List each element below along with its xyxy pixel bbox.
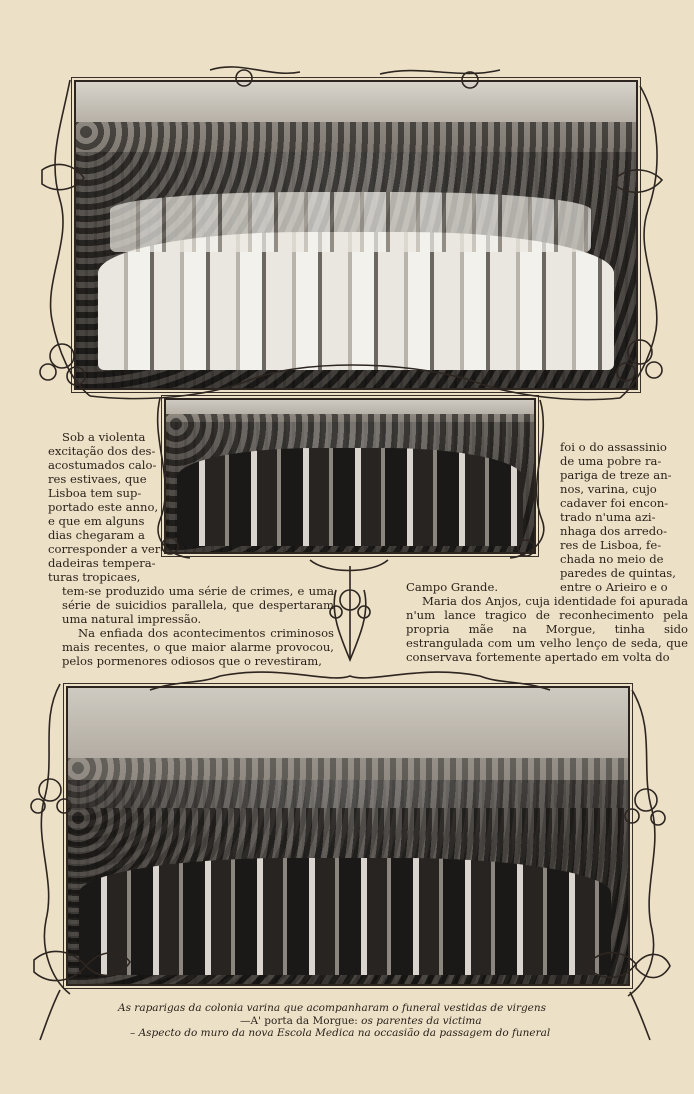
- text-line: corresponder a ver-: [48, 542, 165, 556]
- left-column-narrow: [48, 430, 165, 584]
- text-line: turas tropicaes,: [48, 570, 141, 584]
- text-line: paredes de quintas,: [560, 566, 676, 580]
- text-line: pariga de treze an-: [560, 468, 672, 482]
- paragraph-1-rest: tem-se produzido uma série de crimes, e uma série de suicidios parallela, que despertaram uma natural impressão.: [62, 584, 334, 626]
- text-line: entre o Arieiro e o: [560, 580, 668, 594]
- text-line: Lisboa tem sup-: [48, 486, 142, 500]
- text-line: res de Lisboa, fe-: [560, 538, 662, 552]
- text-line: chada no meio de: [560, 552, 664, 566]
- text-line: nhaga dos arredo-: [560, 524, 668, 538]
- caption-varinas: As raparigas da colonia varina que acompanharam o funeral vestidas de virgens: [118, 1002, 547, 1014]
- caption-morgue: [100, 1015, 600, 1028]
- photo-varinas: [76, 82, 636, 388]
- text-line: excitação dos des-: [48, 444, 156, 458]
- photo-morgue: [166, 400, 534, 552]
- photo-escola-medica: [68, 688, 628, 984]
- photo-captions: [100, 1002, 600, 1040]
- text-line: trado n'uma azi-: [560, 510, 656, 524]
- text-line: dias chegaram a: [48, 528, 145, 542]
- caption-morgue-rest: os parentes da victima: [361, 1014, 482, 1027]
- paragraph-2: Na enfiada dos acontecimentos criminosos mais recentes, o que maior alarme provocou, pelos pormenores odiosos que o revestiram,: [62, 626, 334, 668]
- text-line: e que em alguns: [48, 514, 145, 528]
- right-column-body: [406, 580, 688, 664]
- right-column-narrow: [560, 440, 690, 594]
- text-line: portado este anno,: [48, 500, 159, 514]
- text-line: Campo Grande.: [406, 580, 499, 594]
- text-line: de uma pobre ra-: [560, 454, 662, 468]
- text-line: foi o do assassinio: [560, 440, 667, 454]
- text-line: dadeiras tempera-: [48, 556, 156, 570]
- text-line: nos, varina, cujo: [560, 482, 657, 496]
- paragraph-2: Maria dos Anjos, cuja identidade foi apurada n'um lance tragico de reconhecimento pela propria mãe na Morgue, tinha sido estrangulada com um velho lenço de seda, que conservava fortemente apertado em volta do: [406, 594, 688, 664]
- caption-morgue-prefix: —A' porta da Morgue:: [240, 1014, 362, 1027]
- text-line: cadaver foi encon-: [560, 496, 669, 510]
- left-column-body: [62, 584, 334, 668]
- text-line: res estivaes, que: [48, 472, 147, 486]
- text-line: Sob a violenta: [62, 430, 146, 444]
- caption-escola-medica: – Aspecto do muro da nova Escola Medica na occasião da passagem do funeral: [130, 1027, 551, 1039]
- text-line: acostumados calo-: [48, 458, 157, 472]
